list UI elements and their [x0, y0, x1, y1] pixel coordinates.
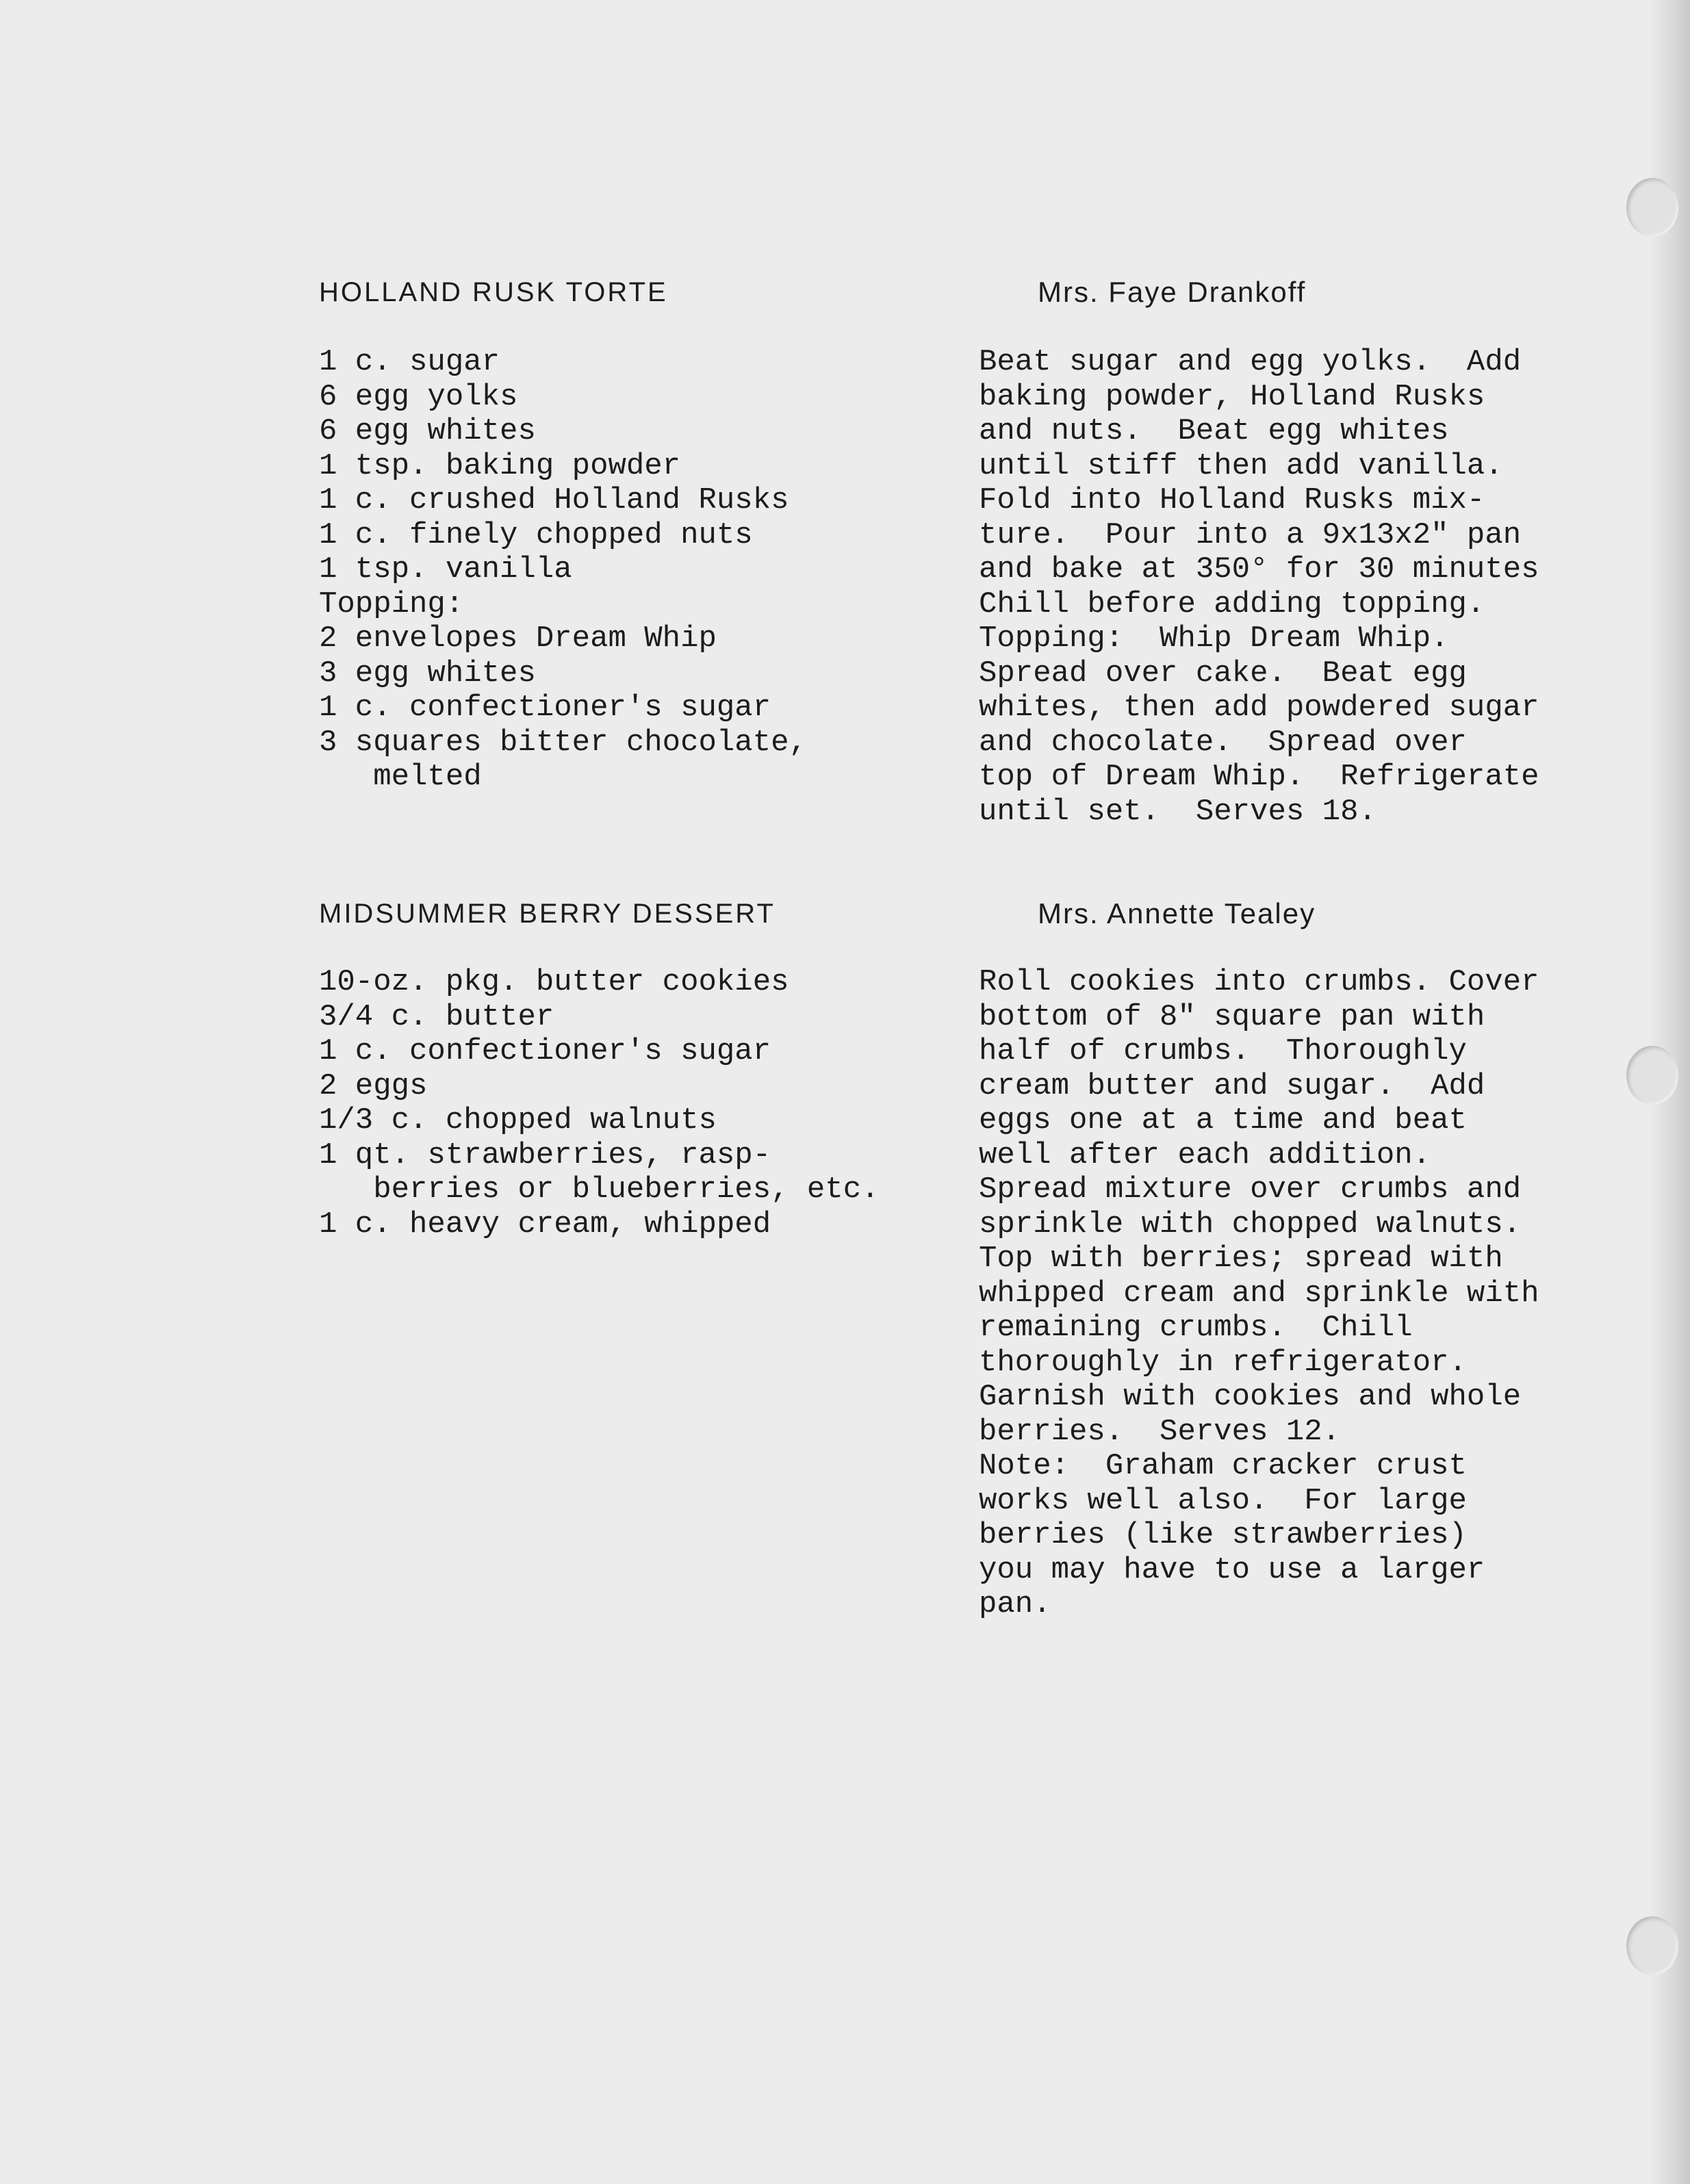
- recipe-title: HOLLAND RUSK TORTE: [319, 277, 668, 307]
- direction-line: Topping: Whip Dream Whip.: [979, 621, 1449, 656]
- direction-line: well after each addition.: [979, 1138, 1431, 1172]
- ingredient-item: 2 envelopes Dream Whip: [319, 621, 717, 656]
- recipe-author: Mrs. Faye Drankoff: [1038, 276, 1307, 308]
- direction-line: Note: Graham cracker crust: [979, 1449, 1467, 1483]
- direction-line: Roll cookies into crumbs. Cover: [979, 965, 1539, 999]
- recipe-author: Mrs. Annette Tealey: [1038, 897, 1316, 929]
- binder-hole-bottom: [1626, 1916, 1678, 1975]
- direction-line: remaining crumbs. Chill: [979, 1311, 1413, 1345]
- ingredient-item: 1 c. sugar: [319, 345, 500, 379]
- ingredient-item: Topping:: [319, 587, 464, 621]
- ingredient-item: 2 eggs: [319, 1068, 428, 1103]
- direction-line: you may have to use a larger: [979, 1552, 1485, 1587]
- ingredient-item: 1 tsp. vanilla: [319, 552, 572, 587]
- direction-line: and chocolate. Spread over: [979, 725, 1467, 760]
- direction-line: and bake at 350° for 30 minutes: [979, 552, 1539, 587]
- ingredient-item: 3 squares bitter chocolate,: [319, 725, 807, 760]
- ingredient-item: 1/3 c. chopped walnuts: [319, 1103, 717, 1138]
- ingredient-item: 1 tsp. baking powder: [319, 448, 681, 483]
- direction-line: top of Dream Whip. Refrigerate: [979, 760, 1539, 794]
- direction-line: bottom of 8" square pan with: [979, 999, 1485, 1034]
- ingredient-item: 1 c. confectioner's sugar: [319, 691, 771, 725]
- ingredient-item: 1 c. crushed Holland Rusks: [319, 483, 789, 517]
- directions: [979, 965, 1539, 1622]
- direction-line: ture. Pour into a 9x13x2" pan: [979, 517, 1522, 552]
- direction-line: Spread over cake. Beat egg: [979, 656, 1467, 691]
- direction-line: whipped cream and sprinkle with: [979, 1276, 1539, 1311]
- ingredient-item: 6 egg whites: [319, 414, 536, 448]
- ingredient-item: 1 qt. strawberries, rasp-: [319, 1138, 771, 1172]
- direction-line: Top with berries; spread with: [979, 1242, 1503, 1276]
- direction-line: sprinkle with chopped walnuts.: [979, 1207, 1522, 1242]
- direction-line: half of crumbs. Thoroughly: [979, 1034, 1467, 1068]
- direction-line: and nuts. Beat egg whites: [979, 414, 1449, 448]
- ingredient-item: 3 egg whites: [319, 656, 536, 691]
- ingredient-list: [319, 965, 880, 1242]
- directions: [979, 345, 1539, 829]
- ingredient-item: 1 c. heavy cream, whipped: [319, 1207, 771, 1242]
- binder-hole-top: [1626, 178, 1678, 237]
- ingredient-item: 10-oz. pkg. butter cookies: [319, 965, 789, 999]
- direction-line: whites, then add powdered sugar: [979, 691, 1539, 725]
- ingredient-item: berries or blueberries, etc.: [319, 1172, 880, 1207]
- binder-hole-middle: [1626, 1046, 1678, 1105]
- recipe-title: MIDSUMMER BERRY DESSERT: [319, 899, 776, 929]
- direction-line: berries (like strawberries): [979, 1518, 1467, 1552]
- direction-line: eggs one at a time and beat: [979, 1103, 1467, 1138]
- ingredient-item: 3/4 c. butter: [319, 999, 554, 1034]
- ingredient-item: 1 c. confectioner's sugar: [319, 1034, 771, 1068]
- direction-line: works well also. For large: [979, 1483, 1467, 1518]
- direction-line: thoroughly in refrigerator.: [979, 1345, 1467, 1380]
- ingredient-item: 6 egg yolks: [319, 379, 518, 414]
- direction-line: until set. Serves 18.: [979, 794, 1377, 829]
- direction-line: until stiff then add vanilla.: [979, 448, 1503, 483]
- direction-line: baking powder, Holland Rusks: [979, 379, 1485, 414]
- direction-line: cream butter and sugar. Add: [979, 1068, 1485, 1103]
- ingredient-item: 1 c. finely chopped nuts: [319, 517, 753, 552]
- ingredient-item: melted: [319, 760, 482, 794]
- ingredient-list: [319, 345, 807, 795]
- direction-line: berries. Serves 12.: [979, 1414, 1341, 1449]
- direction-line: Beat sugar and egg yolks. Add: [979, 345, 1522, 379]
- direction-line: Spread mixture over crumbs and: [979, 1172, 1522, 1207]
- direction-line: Garnish with cookies and whole: [979, 1380, 1522, 1414]
- direction-line: Fold into Holland Rusks mix-: [979, 483, 1485, 517]
- direction-line: pan.: [979, 1587, 1051, 1621]
- direction-line: Chill before adding topping.: [979, 587, 1485, 621]
